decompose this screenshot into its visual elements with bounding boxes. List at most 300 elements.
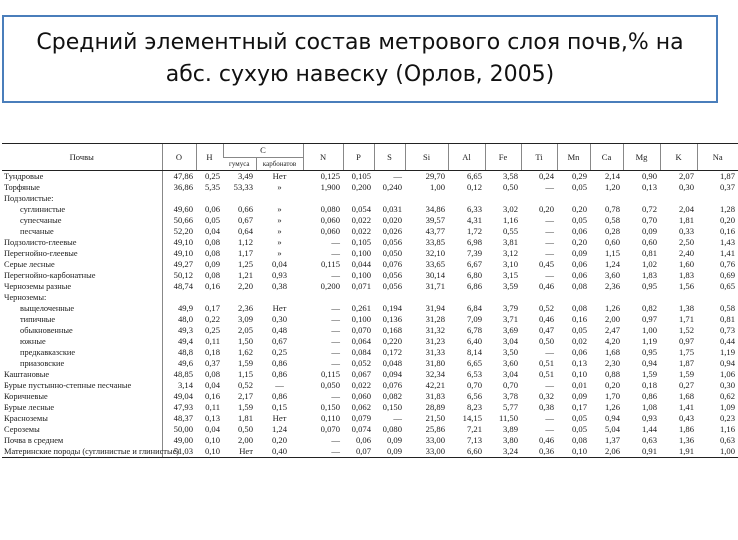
- value-cell: 1,72: [466, 226, 483, 236]
- value-cell: 1,83: [641, 270, 658, 280]
- value-cell: 0,136: [382, 314, 403, 324]
- value-cell: 42,21: [425, 380, 446, 390]
- value-cell: —: [331, 237, 341, 247]
- soil-composition-table-wrap: [2, 143, 736, 458]
- value-cell: 0,20: [571, 237, 588, 247]
- value-cell: 0,28: [604, 226, 621, 236]
- value-cell: 0,69: [719, 270, 736, 280]
- value-cell: 3,09: [237, 314, 253, 324]
- table-row: [2, 226, 738, 237]
- value-cell: 0,25: [271, 347, 288, 357]
- value-cell: 0,52: [538, 303, 555, 313]
- soil-name-cell: Перегнойно-карбонатные: [2, 270, 162, 281]
- table-row: [2, 424, 738, 435]
- value-cell: 50,00: [173, 424, 193, 434]
- value-cell: —: [331, 347, 341, 357]
- table-row: [2, 292, 738, 303]
- value-cell: 3,71: [502, 314, 519, 324]
- value-cell: 0,06: [571, 226, 588, 236]
- value-cell: 0,200: [320, 281, 341, 291]
- value-cell: 0,36: [521, 446, 557, 458]
- value-cell: [590, 292, 623, 303]
- soil-name-cell: южные: [2, 336, 162, 347]
- value-cell: 48,85: [173, 369, 193, 379]
- value-cell: 0,026: [382, 226, 403, 236]
- value-cell: 3,59: [502, 281, 519, 291]
- value-cell: 0,125: [320, 171, 341, 181]
- value-cell: 1,52: [678, 325, 695, 335]
- soil-name-cell: выщелоченные: [2, 303, 162, 314]
- value-cell: [405, 292, 448, 303]
- soil-name-cell: Почва в среднем: [2, 435, 162, 446]
- value-cell: 0,064: [351, 336, 372, 346]
- value-cell: 0,16: [204, 391, 220, 401]
- value-cell: 7,21: [466, 424, 483, 434]
- value-cell: 6,56: [466, 391, 483, 401]
- value-cell: 49,10: [173, 248, 193, 258]
- value-cell: 1,68: [678, 391, 695, 401]
- value-cell: 1,26: [604, 402, 621, 412]
- value-cell: 1,17: [237, 248, 253, 258]
- value-cell: 0,04: [271, 259, 288, 269]
- value-cell: 1,19: [719, 347, 736, 357]
- value-cell: 32,10: [425, 248, 446, 258]
- soil-name-cell: супесчаные: [2, 215, 162, 226]
- value-cell: 3,60: [604, 270, 621, 280]
- value-cell: 6,60: [448, 446, 485, 458]
- value-cell: 0,10: [571, 369, 588, 379]
- value-cell: 29,70: [425, 171, 446, 181]
- value-cell: 0,20: [571, 204, 588, 214]
- value-cell: 31,33: [425, 347, 446, 357]
- table-header: [2, 144, 738, 171]
- value-cell: 0,65: [719, 281, 736, 291]
- soil-name-cell: Подзолистые:: [2, 193, 162, 204]
- header-c-carbonates: карбонатов: [256, 157, 303, 171]
- value-cell: 0,72: [641, 204, 658, 214]
- value-cell: »: [277, 248, 282, 258]
- table-row: [2, 248, 738, 259]
- value-cell: [256, 292, 303, 303]
- table-row: [2, 215, 738, 226]
- header-soil: Почвы: [2, 144, 162, 171]
- value-cell: 0,220: [382, 336, 403, 346]
- value-cell: 0,08: [571, 303, 588, 313]
- value-cell: 1,41: [719, 248, 736, 258]
- value-cell: 0,067: [351, 369, 372, 379]
- slide-title-line-2: абс. сухую навеску (Орлов, 2005): [165, 62, 555, 87]
- value-cell: 0,95: [641, 347, 658, 357]
- header-col: O: [162, 144, 196, 171]
- value-cell: 3,58: [502, 171, 519, 181]
- value-cell: 2,36: [237, 303, 253, 313]
- value-cell: 0,24: [538, 171, 555, 181]
- value-cell: 49,27: [173, 259, 193, 269]
- value-cell: 1,62: [237, 347, 253, 357]
- value-cell: 5,77: [502, 402, 519, 412]
- value-cell: 0,52: [237, 380, 253, 390]
- value-cell: 1,81: [678, 215, 695, 225]
- value-cell: 0,09: [571, 248, 588, 258]
- value-cell: 1,41: [678, 402, 695, 412]
- value-cell: 50,12: [173, 270, 193, 280]
- value-cell: 14,15: [462, 413, 483, 423]
- value-cell: 0,46: [538, 435, 555, 445]
- table-row: [2, 314, 738, 325]
- table-row: [2, 270, 738, 281]
- value-cell: 0,90: [641, 171, 658, 181]
- value-cell: 0,33: [678, 226, 695, 236]
- value-cell: 1,28: [719, 204, 736, 214]
- soil-name-cell: суглинистые: [2, 204, 162, 215]
- value-cell: 52,20: [173, 226, 193, 236]
- value-cell: 0,58: [719, 303, 736, 313]
- value-cell: [590, 193, 623, 204]
- value-cell: 0,04: [204, 424, 220, 434]
- value-cell: 0,17: [571, 402, 588, 412]
- value-cell: 0,30: [271, 314, 288, 324]
- value-cell: [521, 193, 557, 204]
- value-cell: 6,86: [466, 281, 483, 291]
- value-cell: 0,05: [204, 215, 220, 225]
- value-cell: 0,94: [719, 358, 736, 368]
- soil-name-cell: песчаные: [2, 226, 162, 237]
- value-cell: 0,070: [351, 325, 372, 335]
- header-col: S: [374, 144, 405, 171]
- value-cell: [303, 193, 343, 204]
- value-cell: 0,20: [538, 204, 555, 214]
- slide-title-line-1: Средний элементный состав метрового слоя почв,% на: [36, 30, 684, 55]
- value-cell: 1,81: [237, 413, 253, 423]
- value-cell: 1,59: [641, 369, 658, 379]
- value-cell: 6,98: [466, 237, 483, 247]
- value-cell: 0,29: [571, 171, 588, 181]
- value-cell: 4,20: [604, 336, 621, 346]
- value-cell: 1,68: [604, 347, 621, 357]
- value-cell: 0,13: [204, 413, 220, 423]
- value-cell: 0,67: [237, 215, 253, 225]
- value-cell: 6,84: [466, 303, 483, 313]
- value-cell: 0,050: [320, 380, 341, 390]
- value-cell: 0,17: [204, 303, 220, 313]
- value-cell: 0,06: [571, 259, 588, 269]
- value-cell: 0,105: [351, 171, 372, 181]
- value-cell: 0,18: [204, 347, 220, 357]
- value-cell: 0,09: [374, 446, 405, 458]
- value-cell: Нет: [272, 413, 287, 423]
- value-cell: 0,076: [382, 259, 403, 269]
- value-cell: 28,89: [425, 402, 446, 412]
- value-cell: 0,022: [351, 380, 372, 390]
- value-cell: 3,14: [177, 380, 193, 390]
- value-cell: 49,10: [173, 237, 193, 247]
- value-cell: 1,12: [237, 237, 253, 247]
- value-cell: [448, 193, 485, 204]
- value-cell: 0,01: [571, 380, 588, 390]
- value-cell: 0,88: [604, 369, 621, 379]
- value-cell: 0,25: [204, 325, 220, 335]
- value-cell: 0,09: [641, 226, 658, 236]
- value-cell: 0,031: [382, 204, 403, 214]
- value-cell: 2,20: [237, 281, 253, 291]
- value-cell: 0,02: [571, 336, 588, 346]
- header-c-group: C: [223, 144, 303, 158]
- value-cell: 0,071: [351, 281, 372, 291]
- value-cell: 0,022: [351, 226, 372, 236]
- value-cell: 2,00: [237, 435, 253, 445]
- value-cell: 2,14: [604, 171, 621, 181]
- soil-name-cell: Перегнойно-глеевые: [2, 248, 162, 259]
- value-cell: 0,100: [351, 248, 372, 258]
- table-row: [2, 171, 738, 183]
- value-cell: 49,4: [177, 336, 193, 346]
- value-cell: 1,25: [237, 259, 253, 269]
- value-cell: 1,59: [237, 358, 253, 368]
- table-row: [2, 391, 738, 402]
- soil-name-cell: типичные: [2, 314, 162, 325]
- value-cell: 33,00: [405, 446, 448, 458]
- value-cell: 3,79: [502, 303, 519, 313]
- value-cell: 0,04: [204, 226, 220, 236]
- value-cell: 0,100: [351, 314, 372, 324]
- value-cell: 43,77: [425, 226, 446, 236]
- soil-name-cell: предкавказские: [2, 347, 162, 358]
- value-cell: 1,26: [604, 303, 621, 313]
- value-cell: 0,06: [571, 270, 588, 280]
- soil-name-cell: Черноземы разные: [2, 281, 162, 292]
- value-cell: 0,172: [382, 347, 403, 357]
- value-cell: 0,12: [466, 182, 483, 192]
- table-row: [2, 435, 738, 446]
- soil-name-cell: Красноземы: [2, 413, 162, 424]
- value-cell: 0,08: [204, 237, 220, 247]
- value-cell: —: [545, 215, 555, 225]
- value-cell: 0,55: [502, 226, 519, 236]
- value-cell: 0,78: [604, 204, 621, 214]
- value-cell: 3,60: [502, 358, 519, 368]
- value-cell: 0,080: [382, 424, 403, 434]
- value-cell: 0,16: [204, 281, 220, 291]
- value-cell: 0,50: [237, 424, 253, 434]
- value-cell: [521, 292, 557, 303]
- value-cell: 1,43: [719, 237, 736, 247]
- value-cell: 2,04: [678, 204, 695, 214]
- value-cell: 3,15: [502, 270, 519, 280]
- value-cell: 31,80: [425, 358, 446, 368]
- table-row: [2, 259, 738, 270]
- soil-name-cell: Сероземы: [2, 424, 162, 435]
- value-cell: [223, 292, 256, 303]
- value-cell: 0,08: [571, 281, 588, 291]
- value-cell: 0,16: [571, 314, 588, 324]
- value-cell: 0,30: [719, 380, 736, 390]
- value-cell: [697, 193, 738, 204]
- value-cell: 0,23: [719, 413, 736, 423]
- value-cell: 0,022: [351, 215, 372, 225]
- table-row: [2, 402, 738, 413]
- value-cell: 1,50: [237, 336, 253, 346]
- value-cell: 0,060: [320, 226, 341, 236]
- value-cell: 2,50: [678, 237, 695, 247]
- value-cell: 0,08: [204, 270, 220, 280]
- value-cell: —: [331, 325, 341, 335]
- value-cell: 0,95: [641, 281, 658, 291]
- value-cell: [623, 193, 660, 204]
- value-cell: 8,14: [466, 347, 483, 357]
- value-cell: 0,06: [204, 204, 220, 214]
- value-cell: 1,16: [719, 424, 736, 434]
- value-cell: 0,20: [604, 380, 621, 390]
- value-cell: 3,50: [502, 347, 519, 357]
- table-row: [2, 347, 738, 358]
- value-cell: 0,074: [351, 424, 372, 434]
- value-cell: 47,86: [173, 171, 193, 181]
- value-cell: 0,08: [204, 369, 220, 379]
- value-cell: 0,09: [571, 391, 588, 401]
- value-cell: 53,33: [233, 182, 253, 192]
- value-cell: 49,00: [173, 435, 193, 445]
- soil-name-cell: Тундровые: [2, 171, 162, 183]
- table-row: [2, 325, 738, 336]
- soil-name-cell: Подзолисто-глеевые: [2, 237, 162, 248]
- value-cell: 0,168: [382, 325, 403, 335]
- table-body: [2, 171, 738, 458]
- value-cell: —: [545, 226, 555, 236]
- value-cell: 2,07: [678, 171, 695, 181]
- value-cell: 1,16: [502, 215, 519, 225]
- table-row: [2, 281, 738, 292]
- table-row: [2, 204, 738, 215]
- soil-name-cell: Каштановые: [2, 369, 162, 380]
- value-cell: 0,05: [571, 413, 588, 423]
- value-cell: 3,12: [502, 248, 519, 258]
- value-cell: 8,23: [466, 402, 483, 412]
- value-cell: 1,87: [678, 358, 695, 368]
- value-cell: 0,51: [538, 358, 555, 368]
- value-cell: 0,079: [351, 413, 372, 423]
- value-cell: 1,00: [697, 446, 738, 458]
- value-cell: 0,50: [502, 182, 519, 192]
- value-cell: 39,57: [425, 215, 446, 225]
- value-cell: —: [275, 380, 284, 390]
- value-cell: 31,32: [425, 325, 446, 335]
- value-cell: [374, 292, 405, 303]
- value-cell: 0,115: [320, 369, 341, 379]
- soil-name-cell: приазовские: [2, 358, 162, 369]
- value-cell: —: [545, 347, 555, 357]
- value-cell: 0,86: [641, 391, 658, 401]
- value-cell: 0,056: [382, 237, 403, 247]
- value-cell: 33,85: [425, 237, 446, 247]
- value-cell: [405, 193, 448, 204]
- value-cell: 0,94: [641, 358, 658, 368]
- value-cell: 48,74: [173, 281, 193, 291]
- value-cell: 1,91: [660, 446, 697, 458]
- value-cell: 0,06: [571, 347, 588, 357]
- value-cell: »: [277, 226, 282, 236]
- value-cell: 1,09: [719, 402, 736, 412]
- value-cell: 1,59: [237, 402, 253, 412]
- value-cell: 47,93: [173, 402, 193, 412]
- value-cell: 1,37: [604, 435, 621, 445]
- value-cell: [623, 292, 660, 303]
- value-cell: [223, 193, 256, 204]
- value-cell: 0,048: [382, 358, 403, 368]
- value-cell: 0,70: [641, 215, 658, 225]
- value-cell: 0,48: [271, 325, 288, 335]
- value-cell: 0,10: [204, 435, 220, 445]
- table-row: [2, 336, 738, 347]
- table-row: [2, 237, 738, 248]
- value-cell: 0,052: [351, 358, 372, 368]
- value-cell: 0,054: [351, 204, 372, 214]
- value-cell: 0,150: [382, 402, 403, 412]
- value-cell: 3,89: [502, 424, 519, 434]
- value-cell: 1,19: [641, 336, 658, 346]
- value-cell: 0,100: [351, 270, 372, 280]
- value-cell: 0,050: [382, 248, 403, 258]
- value-cell: 0,094: [382, 369, 403, 379]
- value-cell: 1,36: [678, 435, 695, 445]
- value-cell: 6,65: [466, 358, 483, 368]
- value-cell: —: [545, 182, 555, 192]
- value-cell: 5,35: [204, 182, 220, 192]
- value-cell: 6,53: [466, 369, 483, 379]
- value-cell: 1,86: [678, 424, 695, 434]
- value-cell: 0,38: [271, 281, 288, 291]
- soil-name-cell: Торфяные: [2, 182, 162, 193]
- table-row: [2, 182, 738, 193]
- value-cell: 3,24: [485, 446, 521, 458]
- value-cell: 36,86: [173, 182, 193, 192]
- value-cell: 1,08: [641, 402, 658, 412]
- value-cell: 0,084: [351, 347, 372, 357]
- soil-name-cell: Серые лесные: [2, 259, 162, 270]
- value-cell: 1,83: [678, 270, 695, 280]
- value-cell: 0,11: [205, 402, 220, 412]
- value-cell: 0,115: [320, 259, 341, 269]
- value-cell: 0,44: [719, 336, 736, 346]
- value-cell: [256, 193, 303, 204]
- value-cell: —: [545, 413, 555, 423]
- header-col: K: [660, 144, 697, 171]
- value-cell: 1,24: [271, 424, 288, 434]
- value-cell: [303, 292, 343, 303]
- value-cell: 48,37: [173, 413, 193, 423]
- value-cell: [485, 292, 521, 303]
- value-cell: —: [331, 336, 341, 346]
- value-cell: 0,105: [351, 237, 372, 247]
- value-cell: —: [545, 424, 555, 434]
- table-row: [2, 303, 738, 314]
- value-cell: 0,082: [382, 391, 403, 401]
- value-cell: 0,86: [271, 369, 288, 379]
- value-cell: 0,15: [271, 402, 288, 412]
- value-cell: 0,63: [719, 435, 736, 445]
- value-cell: 0,08: [204, 248, 220, 258]
- value-cell: 0,200: [351, 182, 372, 192]
- value-cell: 6,40: [466, 336, 483, 346]
- value-cell: 0,22: [204, 314, 220, 324]
- value-cell: 0,05: [571, 182, 588, 192]
- value-cell: 3,69: [502, 325, 519, 335]
- value-cell: [557, 292, 590, 303]
- value-cell: 0,060: [320, 215, 341, 225]
- value-cell: 2,17: [237, 391, 253, 401]
- value-cell: 1,56: [678, 281, 695, 291]
- value-cell: —: [545, 380, 555, 390]
- value-cell: 0,27: [678, 380, 695, 390]
